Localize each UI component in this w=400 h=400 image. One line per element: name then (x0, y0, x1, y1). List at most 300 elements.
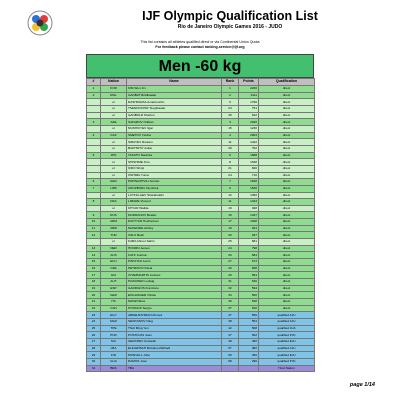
cell-qualification: direct (259, 205, 315, 212)
table-row (87, 252, 315, 259)
table-row (87, 159, 315, 166)
cell-name: OZLU Bekir (127, 232, 222, 239)
cell-rank: 4 (222, 132, 239, 139)
cell-rank: 20 (222, 232, 239, 239)
cell-name: KATZ Joshua (127, 252, 222, 259)
cell-nation: TUR (101, 232, 127, 239)
cell-number (87, 112, 101, 119)
cell-number: 16 (87, 265, 101, 272)
cell-name: McKENZIE Ashley (127, 225, 222, 232)
cell-nation: or (101, 205, 127, 212)
cell-name: TSENDOCHIR Tsogtbaatar (127, 105, 222, 112)
qualification-table (86, 78, 315, 372)
cell-name: DAVTYAN Hovhannes (127, 219, 222, 226)
page-number: page 1/14 (349, 382, 375, 388)
cell-points: 1443 (239, 199, 259, 206)
cell-qualification: direct (259, 259, 315, 266)
cell-name: SHISHIME Toru (127, 159, 222, 166)
category-title: Men -60 kg (86, 54, 314, 78)
cell-qualification: direct (259, 199, 315, 206)
cell-points: 2230 (239, 86, 259, 93)
cell-nation: or (101, 105, 127, 112)
cell-qualification: direct (259, 99, 315, 106)
cell-name: SEISTANOV Oleg (127, 318, 222, 325)
table-row (87, 119, 315, 126)
cell-name: POSSICK Sergio (127, 305, 222, 312)
cell-rank: 37 (222, 305, 239, 312)
cell-qualification: direct (259, 165, 315, 172)
cell-name: SAFAROV Orkhan (127, 119, 222, 126)
cell-number: 20 (87, 292, 101, 299)
page-subtitle: Rio de Janeiro Olympic Games 2016 - JUDO (177, 24, 283, 30)
cell-rank: 30 (222, 112, 239, 119)
cell-points: 350 (239, 352, 259, 359)
cell-points: 1422 (239, 139, 259, 146)
cell-name: POSTIGOS Juan (127, 332, 222, 339)
cell-rank: 29 (222, 272, 239, 279)
cell-points: 840 (239, 165, 259, 172)
cell-qualification: direct (259, 239, 315, 246)
cell-number: 5 (87, 152, 101, 159)
cell-rank: 19 (222, 205, 239, 212)
cell-number: 6 (87, 179, 101, 186)
cell-nation: GUA (101, 358, 127, 365)
cell-number: 17 (87, 272, 101, 279)
cell-rank: 9 (222, 185, 239, 192)
cell-points: 1350 (239, 192, 259, 199)
cell-nation: NED (101, 245, 127, 252)
table-row (87, 172, 315, 179)
table-row (87, 185, 315, 192)
cell-name: ABDELRAHMAN Ahmed (127, 312, 222, 319)
table-row (87, 219, 315, 226)
cell-rank (222, 365, 239, 372)
cell-nation: BRA (101, 365, 127, 372)
cell-nation: KOR (101, 86, 127, 93)
cell-number: 18 (87, 279, 101, 286)
table-row (87, 205, 315, 212)
cell-name: KIM Won Jin (127, 86, 222, 93)
cell-qualification: direct (259, 92, 315, 99)
cell-number: 1 (87, 86, 101, 93)
cell-number: 23 (87, 312, 101, 319)
cell-number: 8 (87, 199, 101, 206)
cell-qualification: qualified JUA (259, 325, 315, 332)
cell-name: UROZBOEV Diyorbek (127, 185, 222, 192)
cell-points: 554 (239, 318, 259, 325)
cell-name: PETRIKOV Pavel (127, 265, 222, 272)
cell-points: 702 (239, 145, 259, 152)
cell-number (87, 125, 101, 132)
cell-nation: ESP (101, 285, 127, 292)
cell-points: 716 (239, 172, 259, 179)
cell-points: 1530 (239, 185, 259, 192)
info-note: This list contains all athletes qualified direct or via Continental Union Quota (140, 40, 260, 44)
cell-qualification: direct (259, 305, 315, 312)
cell-nation: RUS (101, 212, 127, 219)
table-row (87, 92, 315, 99)
cell-points: 490 (239, 338, 259, 345)
cell-rank: 48 (222, 338, 239, 345)
cell-number (87, 159, 101, 166)
cell-nation: AUS (101, 252, 127, 259)
cell-number: 22 (87, 305, 101, 312)
cell-name: KHYAR Walide (127, 205, 222, 212)
cell-number: 13 (87, 245, 101, 252)
table-row (87, 232, 315, 239)
table-row (87, 292, 315, 299)
cell-number: 21 (87, 299, 101, 306)
cell-name: HOORN Jeroen (127, 245, 222, 252)
cell-points: 1028 (239, 219, 259, 226)
cell-nation: or (101, 112, 127, 119)
cell-number: 31 (87, 365, 101, 372)
cell-rank: 27 (222, 259, 239, 266)
cell-number (87, 139, 101, 146)
cell-number: 4 (87, 132, 101, 139)
table-row (87, 245, 315, 252)
cell-nation: or (101, 239, 127, 246)
cell-nation: or (101, 172, 127, 179)
cell-rank: 59 (222, 352, 239, 359)
cell-number: 19 (87, 285, 101, 292)
cell-qualification: qualified EJU (259, 338, 315, 345)
cell-rank: 5 (222, 99, 239, 106)
cell-number: 24 (87, 318, 101, 325)
cell-qualification: direct (259, 145, 315, 152)
cell-number: 15 (87, 259, 101, 266)
cell-nation: MGZ (101, 318, 127, 325)
cell-rank: 17 (222, 219, 239, 226)
cell-rank: 1 (222, 86, 239, 93)
qualification-table-container (86, 54, 314, 372)
table-row (87, 332, 315, 339)
cell-name: SMETOV Yeldos (127, 132, 222, 139)
cell-nation: AZE (101, 119, 127, 126)
cell-name: MUSHKIYEV Ilgar (127, 125, 222, 132)
cell-points: 2111 (239, 92, 259, 99)
cell-nation: ARM (101, 219, 127, 226)
cell-qualification: direct (259, 152, 315, 159)
cell-number (87, 239, 101, 246)
table-row (87, 345, 315, 352)
cell-name: GERCHEV Kostadin (127, 338, 222, 345)
cell-name: LIMARE Vincent (127, 199, 222, 206)
cell-number: 14 (87, 252, 101, 259)
cell-name: TAKATO Naohisa (127, 152, 222, 159)
cell-nation: LBA (101, 345, 127, 352)
cell-points: 681 (239, 239, 259, 246)
cell-qualification: direct (259, 292, 315, 299)
cell-nation: JPN (101, 152, 127, 159)
cell-nation: SUI (101, 338, 127, 345)
cell-nation: or (101, 139, 127, 146)
table-row (87, 139, 315, 146)
cell-nation: or (101, 159, 127, 166)
cell-rank: 25 (222, 239, 239, 246)
table-row (87, 312, 315, 319)
table-row (87, 352, 315, 359)
cell-points: 508 (239, 325, 259, 332)
cell-points: 382 (239, 345, 259, 352)
cell-number: 29 (87, 352, 101, 359)
cell-number: 7 (87, 185, 101, 192)
cell-points: 684 (239, 252, 259, 259)
cell-nation: FRA (101, 199, 127, 206)
cell-name: MANZI Elios (127, 299, 222, 306)
cell-points: 622 (239, 112, 259, 119)
cell-name: ENGLMAIER Tobias (127, 292, 222, 299)
cell-rank: 6 (222, 152, 239, 159)
cell-qualification: direct (259, 112, 315, 119)
cell-number: 11 (87, 225, 101, 232)
cell-qualification: qualified AJU (259, 312, 315, 319)
cell-nation: or (101, 165, 127, 172)
cell-qualification: direct (259, 265, 315, 272)
cell-number: 30 (87, 358, 101, 365)
cell-name: MUDRANOV Beslan (127, 212, 222, 219)
cell-rank: 8 (222, 159, 239, 166)
cell-points: 520 (239, 305, 259, 312)
cell-qualification: direct (259, 192, 315, 199)
cell-name: PAISCHER Ludwig (127, 279, 222, 286)
cell-name: SIRAYEV Rustam (127, 139, 222, 146)
cell-nation: CZE (101, 265, 127, 272)
cell-points: 1688 (239, 152, 259, 159)
cell-qualification: direct (259, 105, 315, 112)
cell-qualification: direct (259, 245, 315, 252)
table-row (87, 212, 315, 219)
table-row (87, 285, 315, 292)
cell-rank: 11 (222, 199, 239, 206)
cell-rank: 21 (222, 165, 239, 172)
cell-name: DASHDAVAA Amartuvshin (127, 99, 222, 106)
table-row (87, 192, 315, 199)
cell-nation: or (101, 192, 127, 199)
table-row (87, 152, 315, 159)
cell-rank: 42 (222, 325, 239, 332)
cell-points: 630 (239, 279, 259, 286)
cell-points (239, 365, 259, 372)
cell-qualification: direct (259, 225, 315, 232)
cell-qualification: direct (259, 272, 315, 279)
cell-nation: AUT (101, 279, 127, 286)
cell-rank: 36 (222, 299, 239, 306)
cell-rank: 7 (222, 179, 239, 186)
table-row (87, 225, 315, 232)
table-row (87, 199, 315, 206)
cell-number (87, 105, 101, 112)
cell-rank: 31 (222, 279, 239, 286)
cell-number (87, 165, 101, 172)
cell-name: BAKHSHIY Askar (127, 145, 222, 152)
table-row (87, 272, 315, 279)
table-row (87, 305, 315, 312)
cell-qualification: direct (259, 279, 315, 286)
cell-qualification: direct (259, 86, 315, 93)
cell-number (87, 172, 101, 179)
table-row (87, 325, 315, 332)
cell-rank: 26 (222, 252, 239, 259)
cell-rank: 12 (222, 192, 239, 199)
cell-points: 594 (239, 285, 259, 292)
cell-nation: or (101, 145, 127, 152)
cell-rank: 3 (222, 119, 239, 126)
col-header-points: Points (239, 79, 259, 86)
table-row (87, 145, 315, 152)
cell-rank: 28 (222, 145, 239, 152)
cell-rank: 19 (222, 225, 239, 232)
cell-rank: 11 (222, 139, 239, 146)
cell-name: TBA (127, 365, 222, 372)
cell-points: 1648 (239, 179, 259, 186)
cell-qualification: direct (259, 172, 315, 179)
col-header-qualification: Qualification (259, 79, 315, 86)
cell-name: MONVALL Juho (127, 352, 222, 359)
cell-points: 1796 (239, 99, 259, 106)
cell-nation: EGY (101, 312, 127, 319)
cell-rank: 15 (222, 125, 239, 132)
cell-rank: 2 (222, 92, 239, 99)
cell-rank: 33 (222, 292, 239, 299)
table-row (87, 265, 315, 272)
cell-qualification: direct (259, 285, 315, 292)
cell-nation: GBR (101, 225, 127, 232)
cell-number: 25 (87, 325, 101, 332)
cell-number (87, 192, 101, 199)
cell-name: OSHIMA Yuma (127, 172, 222, 179)
cell-number (87, 145, 101, 152)
table-row (87, 132, 315, 139)
cell-number: 26 (87, 332, 101, 339)
cell-qualification: direct (259, 159, 315, 166)
cell-points: 673 (239, 259, 259, 266)
table-header-row (87, 79, 315, 86)
cell-qualification: direct (259, 232, 315, 239)
cell-nation: FIN (101, 352, 127, 359)
cell-points: 937 (239, 232, 259, 239)
cell-points: 798 (239, 245, 259, 252)
cell-name: GANBAT Boldbaatar (127, 92, 222, 99)
cell-points: 654 (239, 272, 259, 279)
cell-name: LUTFILLAEV Sharafuddin (127, 192, 222, 199)
cell-qualification: direct (259, 132, 315, 139)
col-header-name: Name (127, 79, 222, 86)
cell-name: ELKAWISAH Mohamed Elhadi (127, 345, 222, 352)
cell-qualification: direct (259, 139, 315, 146)
cell-points: 751 (239, 105, 259, 112)
cell-name: GANBOLD Kherlen (127, 112, 222, 119)
table-row (87, 165, 315, 172)
cell-qualification: direct (259, 179, 315, 186)
cell-points: 502 (239, 332, 259, 339)
cell-number: 27 (87, 338, 101, 345)
cell-name: CHAMMARTIN Ludovic (127, 272, 222, 279)
cell-nation: MGL (101, 92, 127, 99)
cell-name: TSAI Ming Yen (127, 325, 222, 332)
cell-qualification: qualified PJC (259, 358, 315, 365)
cell-nation: GUI (101, 272, 127, 279)
col-header-number: # (87, 79, 101, 86)
table-row (87, 365, 315, 372)
cell-nation: UZB (101, 185, 127, 192)
cell-name: RAMOS Jose (127, 358, 222, 365)
cell-rank: 38 (222, 318, 239, 325)
cell-qualification: direct (259, 212, 315, 219)
feedback-note: For feedback please contact ranking.service@ijf.org (155, 45, 245, 49)
cell-points: 928 (239, 205, 259, 212)
cell-rank: 16 (222, 212, 239, 219)
cell-rank: 57 (222, 345, 239, 352)
cell-name: PAPINASHVILI Amiran (127, 179, 222, 186)
cell-points: 2040 (239, 119, 259, 126)
cell-qualification: qualified PJC (259, 332, 315, 339)
cell-qualification: direct (259, 252, 315, 259)
cell-number: 2 (87, 92, 101, 99)
cell-qualification: direct (259, 125, 315, 132)
cell-nation: ITA (101, 299, 127, 306)
cell-points: 944 (239, 225, 259, 232)
cell-name: GARRIGOS Francisco (127, 285, 222, 292)
table-row (87, 358, 315, 365)
cell-rank: 24 (222, 172, 239, 179)
cell-nation: GER (101, 292, 127, 299)
cell-rank: 29 (222, 265, 239, 272)
page-title: IJF Olympic Qualification List (142, 9, 318, 23)
table-row (87, 299, 315, 306)
cell-nation: or (101, 99, 127, 106)
table-row (87, 112, 315, 119)
cell-qualification: direct (259, 185, 315, 192)
cell-number: 28 (87, 345, 101, 352)
cell-qualification: direct (259, 219, 315, 226)
cell-rank: 47 (222, 332, 239, 339)
cell-qualification: Host Nation (259, 365, 315, 372)
cell-number: 3 (87, 119, 101, 126)
cell-nation: CAN (101, 305, 127, 312)
cell-rank: 32 (222, 285, 239, 292)
cell-qualification: qualified AJU (259, 345, 315, 352)
cell-name: KABA Ahmet Sahin (127, 239, 222, 246)
cell-qualification: direct (259, 119, 315, 126)
cell-nation: ECU (101, 259, 127, 266)
table-row (87, 279, 315, 286)
table-row (87, 179, 315, 186)
cell-name: KIDO Shinji (127, 165, 222, 172)
col-header-nation: Nation (101, 79, 127, 86)
cell-nation: or (101, 125, 127, 132)
cell-name: PINCHAO Lenin (127, 259, 222, 266)
cell-number: 10 (87, 219, 101, 226)
cell-number: 9 (87, 212, 101, 219)
table-row (87, 259, 315, 266)
cell-points: 296 (239, 358, 259, 365)
cell-points: 2003 (239, 132, 259, 139)
cell-rank: 68 (222, 358, 239, 365)
cell-points: 1230 (239, 125, 259, 132)
cell-qualification: direct (259, 299, 315, 306)
cell-points: 528 (239, 299, 259, 306)
cell-nation: TPE (101, 325, 127, 332)
cell-nation: GEO (101, 179, 127, 186)
cell-points: 1347 (239, 212, 259, 219)
cell-points: 658 (239, 265, 259, 272)
cell-qualification: qualified EJU (259, 352, 315, 359)
cell-number (87, 99, 101, 106)
cell-rank: 37 (222, 312, 239, 319)
table-row (87, 318, 315, 325)
cell-points: 556 (239, 312, 259, 319)
